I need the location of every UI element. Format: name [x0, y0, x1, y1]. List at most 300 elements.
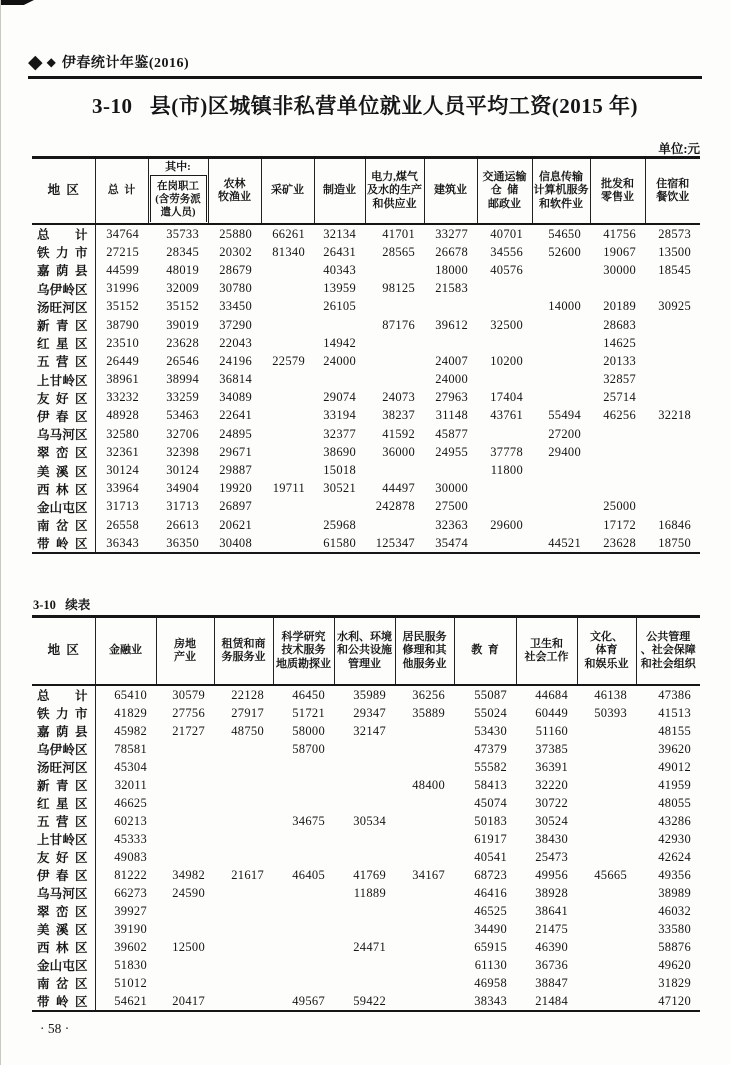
value-cell: 41769	[353, 867, 386, 882]
value-cell: 49567	[292, 993, 325, 1008]
value-cell: 49012	[658, 759, 691, 774]
value-cell: 53463	[166, 408, 199, 423]
value-cell	[477, 371, 532, 389]
column-header-electricity-gas-water: 电力,煤气 及水的生产 和供应业	[365, 158, 424, 225]
value-cell: 40576	[490, 262, 523, 277]
value-cell: 39602	[114, 939, 147, 954]
value-cell: 22043	[219, 335, 252, 350]
table-row	[32, 461, 700, 479]
value-cell: 39190	[114, 921, 147, 936]
value-cell: 27200	[548, 426, 581, 441]
table-row	[32, 443, 700, 461]
value-cell	[156, 812, 214, 830]
value-cell	[214, 884, 273, 902]
value-cell: 78581	[114, 741, 147, 756]
value-cell: 98125	[382, 281, 415, 296]
region-label: 西林区	[32, 480, 95, 498]
region-label: 总计	[32, 224, 95, 243]
value-cell: 35152	[106, 299, 139, 314]
value-cell	[395, 794, 454, 812]
region-label: 翠峦区	[32, 443, 95, 461]
value-cell: 27215	[106, 244, 139, 259]
value-cell: 28345	[166, 244, 199, 259]
value-cell: 24895	[219, 426, 252, 441]
value-cell	[261, 461, 314, 479]
region-label: 友好区	[32, 389, 95, 407]
value-cell: 26897	[219, 499, 252, 514]
value-cell: 41959	[658, 777, 691, 792]
value-cell: 36350	[166, 535, 199, 550]
value-cell: 36256	[412, 687, 445, 702]
value-cell	[156, 794, 214, 812]
value-cell: 44599	[106, 262, 139, 277]
region-label: 美溪区	[32, 920, 95, 938]
table-header-row	[32, 617, 700, 686]
value-cell: 23628	[166, 335, 199, 350]
value-cell: 35474	[435, 535, 468, 550]
region-label: 带岭区	[32, 992, 95, 1011]
table-row	[32, 740, 700, 758]
value-cell: 30000	[603, 262, 636, 277]
column-header-wholesale-retail: 批发和 零售业	[590, 158, 645, 225]
value-cell: 36343	[106, 535, 139, 550]
value-cell	[577, 848, 636, 866]
value-cell: 45982	[114, 723, 147, 738]
table-row	[32, 866, 700, 884]
value-cell: 41829	[114, 705, 147, 720]
region-label: 美溪区	[32, 461, 95, 479]
value-cell: 65410	[114, 687, 147, 702]
value-cell: 10200	[490, 353, 523, 368]
table-row	[32, 389, 700, 407]
value-cell	[261, 316, 314, 334]
value-cell	[273, 938, 334, 956]
value-cell: 50393	[594, 705, 627, 720]
value-cell	[365, 334, 424, 352]
value-cell	[577, 956, 636, 974]
region-label: 上甘岭区	[32, 371, 95, 389]
value-cell	[261, 371, 314, 389]
value-cell: 36736	[535, 957, 568, 972]
value-cell	[477, 425, 532, 443]
table-row	[32, 830, 700, 848]
value-cell: 30124	[106, 463, 139, 478]
value-cell	[334, 758, 395, 776]
value-cell	[214, 992, 273, 1011]
value-cell: 33580	[658, 921, 691, 936]
value-cell: 60449	[535, 705, 568, 720]
value-cell	[532, 316, 590, 334]
value-cell	[365, 461, 424, 479]
value-cell: 30722	[535, 795, 568, 810]
region-column-header: 地 区	[32, 617, 95, 686]
page-title: 3-10 县(市)区城镇非私营单位就业人员平均工资(2015 年)	[92, 94, 638, 118]
value-cell	[532, 261, 590, 279]
value-cell: 44521	[548, 535, 581, 550]
value-cell	[261, 534, 314, 553]
value-cell: 32361	[106, 444, 139, 459]
table-row	[32, 480, 700, 498]
table-row	[32, 920, 700, 938]
value-cell: 39927	[114, 903, 147, 918]
value-cell	[532, 334, 590, 352]
value-cell: 48019	[166, 262, 199, 277]
value-cell: 39019	[166, 317, 199, 332]
value-cell: 34764	[106, 226, 139, 241]
value-cell: 38989	[658, 885, 691, 900]
value-cell: 55582	[474, 759, 507, 774]
value-cell: 49620	[658, 957, 691, 972]
value-cell: 37385	[535, 741, 568, 756]
value-cell: 36000	[382, 444, 415, 459]
value-cell: 45074	[474, 795, 507, 810]
value-cell: 25473	[535, 849, 568, 864]
value-cell: 35152	[166, 299, 199, 314]
value-cell	[477, 280, 532, 298]
table-row	[32, 794, 700, 812]
value-cell: 34982	[172, 867, 205, 882]
value-cell	[214, 848, 273, 866]
value-cell: 24073	[382, 390, 415, 405]
table-row	[32, 498, 700, 516]
table-row	[32, 407, 700, 425]
region-label: 红星区	[32, 794, 95, 812]
value-cell: 52600	[548, 244, 581, 259]
table-row	[32, 974, 700, 992]
value-cell: 13500	[658, 244, 691, 259]
value-cell: 28565	[382, 244, 415, 259]
value-cell: 27756	[172, 705, 205, 720]
value-cell	[532, 280, 590, 298]
value-cell: 125347	[375, 535, 415, 550]
value-cell	[395, 740, 454, 758]
value-cell	[214, 758, 273, 776]
region-label: 南岔区	[32, 974, 95, 992]
value-cell	[214, 938, 273, 956]
value-cell: 40541	[474, 849, 507, 864]
value-cell: 38961	[106, 372, 139, 387]
region-label: 嘉荫县	[32, 261, 95, 279]
value-cell: 58876	[658, 939, 691, 954]
value-cell: 51160	[535, 723, 568, 738]
continued-table-label: 3-10 续表	[33, 598, 91, 612]
value-cell	[477, 534, 532, 553]
value-cell: 66261	[272, 226, 305, 241]
value-cell: 46416	[474, 885, 507, 900]
value-cell: 19920	[219, 481, 252, 496]
value-cell: 18750	[658, 535, 691, 550]
table-row	[32, 812, 700, 830]
column-header-manufacturing: 制造业	[314, 158, 365, 225]
value-cell: 26449	[106, 353, 139, 368]
value-cell: 39620	[658, 741, 691, 756]
region-label: 南岔区	[32, 516, 95, 534]
value-cell: 33964	[106, 481, 139, 496]
value-cell: 31713	[166, 499, 199, 514]
value-cell	[334, 974, 395, 992]
value-cell: 26105	[323, 299, 356, 314]
table-row	[32, 516, 700, 534]
value-cell	[261, 280, 314, 298]
value-cell: 55024	[474, 705, 507, 720]
value-cell	[577, 938, 636, 956]
value-cell: 32363	[435, 517, 468, 532]
value-cell: 21617	[231, 867, 264, 882]
value-cell	[645, 352, 700, 370]
value-cell	[645, 389, 700, 407]
region-label: 金山屯区	[32, 956, 95, 974]
value-cell: 46958	[474, 975, 507, 990]
region-label: 带岭区	[32, 534, 95, 553]
value-cell	[577, 722, 636, 740]
value-cell	[156, 956, 214, 974]
value-cell: 18545	[658, 262, 691, 277]
value-cell	[214, 740, 273, 758]
value-cell: 41513	[658, 705, 691, 720]
value-cell: 26678	[435, 244, 468, 259]
value-cell	[577, 902, 636, 920]
table-row	[32, 704, 700, 722]
value-cell	[214, 776, 273, 794]
value-cell: 21583	[435, 281, 468, 296]
table-row	[32, 534, 700, 553]
value-cell: 21727	[172, 723, 205, 738]
value-cell: 24196	[219, 353, 252, 368]
value-cell: 30925	[658, 299, 691, 314]
value-cell	[365, 261, 424, 279]
value-cell: 33450	[219, 299, 252, 314]
table-row	[32, 685, 700, 704]
region-label: 友好区	[32, 848, 95, 866]
table-row	[32, 938, 700, 956]
value-cell	[261, 389, 314, 407]
unit-label: 单位:元	[658, 142, 700, 156]
value-cell: 66273	[114, 885, 147, 900]
table-row	[32, 722, 700, 740]
value-cell	[395, 758, 454, 776]
value-cell	[314, 498, 365, 516]
value-cell: 26546	[166, 353, 199, 368]
value-cell	[395, 956, 454, 974]
value-cell: 12500	[172, 939, 205, 954]
region-label: 乌马河区	[32, 425, 95, 443]
value-cell: 47386	[658, 687, 691, 702]
column-header-agriculture-forestry-fishery: 农林 牧渔业	[208, 158, 261, 225]
value-cell: 16846	[658, 517, 691, 532]
column-header-water-environment-facilities: 水利、环境 和公共设施 管理业	[334, 617, 395, 686]
value-cell	[645, 371, 700, 389]
value-cell	[645, 316, 700, 334]
value-cell	[577, 884, 636, 902]
table-header-row	[32, 158, 700, 225]
value-cell: 46525	[474, 903, 507, 918]
value-cell	[334, 776, 395, 794]
value-cell: 51721	[292, 705, 325, 720]
value-cell: 49956	[535, 867, 568, 882]
table-row	[32, 280, 700, 298]
value-cell	[645, 443, 700, 461]
value-cell: 61580	[323, 535, 356, 550]
value-cell: 13959	[323, 281, 356, 296]
value-cell: 44684	[535, 687, 568, 702]
value-cell	[590, 425, 645, 443]
value-cell: 11889	[353, 885, 386, 900]
value-cell: 45304	[114, 759, 147, 774]
value-cell: 24000	[435, 372, 468, 387]
value-cell: 32147	[353, 723, 386, 738]
value-cell: 46138	[594, 687, 627, 702]
region-label: 汤旺河区	[32, 758, 95, 776]
value-cell	[532, 371, 590, 389]
value-cell: 46390	[535, 939, 568, 954]
region-label: 红星区	[32, 334, 95, 352]
value-cell: 41756	[603, 226, 636, 241]
region-label: 嘉荫县	[32, 722, 95, 740]
value-cell: 15018	[323, 463, 356, 478]
value-cell	[424, 298, 477, 316]
value-cell: 26558	[106, 517, 139, 532]
value-cell	[156, 830, 214, 848]
value-cell: 30534	[353, 813, 386, 828]
sub-header-box: 在岗职工 (含劳务派 遣人员)	[150, 175, 207, 222]
value-cell: 87176	[382, 317, 415, 332]
value-cell	[395, 848, 454, 866]
column-header-construction: 建筑业	[424, 158, 477, 225]
region-label: 乌伊岭区	[32, 740, 95, 758]
value-cell: 46405	[292, 867, 325, 882]
value-cell	[395, 902, 454, 920]
table-row	[32, 902, 700, 920]
value-cell: 38690	[323, 444, 356, 459]
value-cell: 49356	[658, 867, 691, 882]
value-cell	[532, 498, 590, 516]
value-cell	[314, 371, 365, 389]
value-cell	[261, 443, 314, 461]
value-cell	[365, 352, 424, 370]
value-cell	[273, 974, 334, 992]
value-cell: 46032	[658, 903, 691, 918]
column-header-resident-services-repair: 居民服务 修理和其 他服务业	[395, 617, 454, 686]
value-cell	[261, 425, 314, 443]
value-cell	[577, 992, 636, 1011]
value-cell	[261, 334, 314, 352]
value-cell: 48155	[658, 723, 691, 738]
value-cell: 81340	[272, 244, 305, 259]
region-label: 翠峦区	[32, 902, 95, 920]
value-cell: 32011	[114, 777, 147, 792]
value-cell	[577, 794, 636, 812]
region-label: 汤旺河区	[32, 298, 95, 316]
wage-table-main	[32, 156, 700, 554]
region-label: 新青区	[32, 776, 95, 794]
column-header-leasing-business-services: 租赁和商 务服务业	[214, 617, 273, 686]
value-cell	[314, 316, 365, 334]
value-cell: 17172	[603, 517, 636, 532]
value-cell: 28683	[603, 317, 636, 332]
value-cell: 81222	[114, 867, 147, 882]
value-cell: 38994	[166, 372, 199, 387]
value-cell	[156, 776, 214, 794]
value-cell: 32398	[166, 444, 199, 459]
value-cell: 33194	[323, 408, 356, 423]
column-header-on-post-staff: 其中: 在岗职工 (含劳务派 遣人员)	[148, 158, 208, 225]
diamond-icon: ◆	[28, 50, 43, 73]
value-cell: 58000	[292, 723, 325, 738]
value-cell	[645, 334, 700, 352]
value-cell: 21484	[535, 993, 568, 1008]
column-header-real-estate: 房地 产业	[156, 617, 214, 686]
table-row	[32, 956, 700, 974]
table-row	[32, 334, 700, 352]
value-cell: 53430	[474, 723, 507, 738]
value-cell: 29400	[548, 444, 581, 459]
value-cell	[214, 974, 273, 992]
value-cell	[424, 334, 477, 352]
value-cell: 27500	[435, 499, 468, 514]
value-cell	[577, 740, 636, 758]
value-cell: 51830	[114, 957, 147, 972]
value-cell: 61917	[474, 831, 507, 846]
value-cell: 39612	[435, 317, 468, 332]
value-cell	[334, 740, 395, 758]
region-label: 上甘岭区	[32, 830, 95, 848]
book-header-text: 伊春统计年鉴(2016)	[61, 56, 190, 71]
value-cell: 32500	[490, 317, 523, 332]
value-cell: 42930	[658, 831, 691, 846]
value-cell	[273, 920, 334, 938]
value-cell	[395, 722, 454, 740]
value-cell: 33277	[435, 226, 468, 241]
value-cell	[645, 461, 700, 479]
value-cell: 34556	[490, 244, 523, 259]
value-cell: 20621	[219, 517, 252, 532]
wage-table-continued	[32, 615, 700, 1012]
value-cell: 14000	[548, 299, 581, 314]
value-cell: 19067	[603, 244, 636, 259]
value-cell: 48055	[658, 795, 691, 810]
column-header-finance: 金融业	[95, 617, 156, 686]
value-cell: 36391	[535, 759, 568, 774]
value-cell: 46256	[603, 408, 636, 423]
value-cell: 47379	[474, 741, 507, 756]
value-cell: 33232	[106, 390, 139, 405]
table-row	[32, 776, 700, 794]
region-label: 五营区	[32, 352, 95, 370]
value-cell	[577, 758, 636, 776]
value-cell	[477, 480, 532, 498]
value-cell	[214, 794, 273, 812]
value-cell: 32218	[658, 408, 691, 423]
value-cell	[395, 992, 454, 1011]
value-cell: 45665	[594, 867, 627, 882]
column-header-hotels-catering: 住宿和 餐饮业	[645, 158, 700, 225]
value-cell: 54621	[114, 993, 147, 1008]
table-row	[32, 758, 700, 776]
value-cell	[395, 974, 454, 992]
value-cell: 32706	[166, 426, 199, 441]
value-cell: 25968	[323, 517, 356, 532]
value-cell	[273, 830, 334, 848]
value-cell	[577, 830, 636, 848]
value-cell: 24590	[172, 885, 205, 900]
value-cell: 43286	[658, 813, 691, 828]
value-cell: 55494	[548, 408, 581, 423]
value-cell	[532, 480, 590, 498]
value-cell: 38430	[535, 831, 568, 846]
column-header-public-management-organizations: 公共管理 、社会保障 和社会组织	[636, 617, 700, 686]
value-cell: 21475	[535, 921, 568, 936]
value-cell: 25000	[603, 499, 636, 514]
